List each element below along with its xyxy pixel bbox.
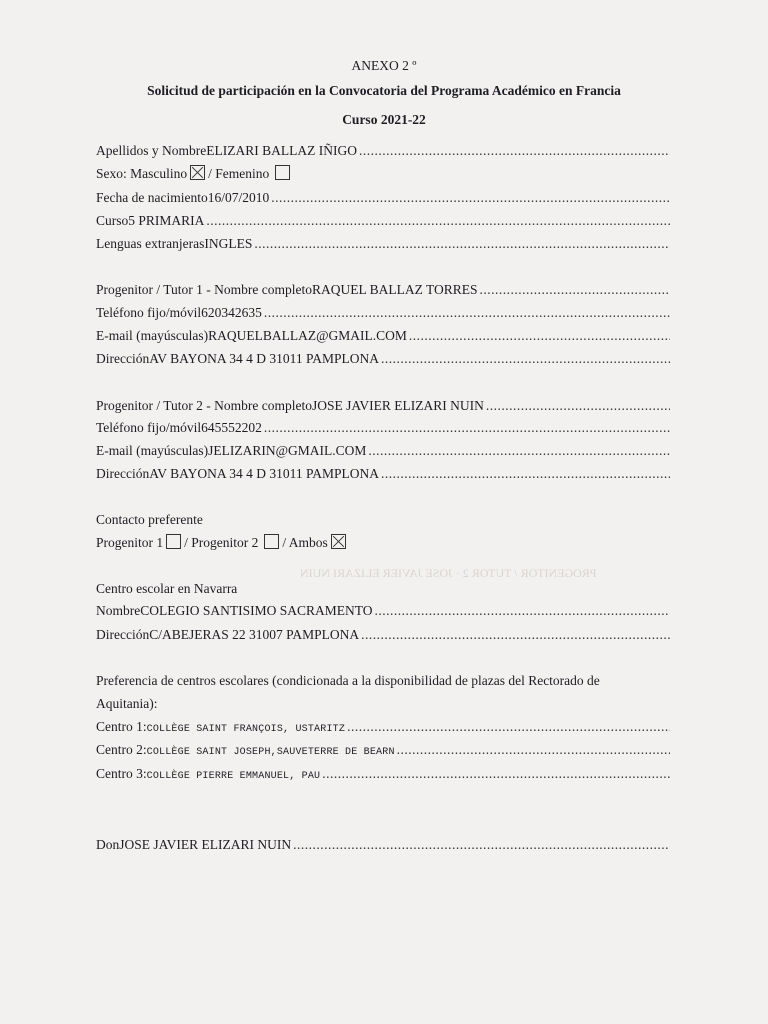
course-year: Curso 2021-22 (342, 112, 426, 127)
sex-field (96, 165, 293, 183)
tutor2-name-field[interactable] (96, 397, 670, 415)
field-label: Centro 3: (96, 766, 147, 781)
field-label: Lenguas extranjeras (96, 236, 205, 251)
field-label: Dirección (96, 351, 150, 366)
field-label: Progenitor / Tutor 2 - Nombre completo (96, 398, 312, 413)
student-name-value: ELIZARI BALLAZ IÑIGO (206, 143, 357, 158)
tutor2-phone-value: 645552202 (201, 420, 262, 435)
tutor1-name-field[interactable] (96, 281, 670, 299)
field-label: E-mail (mayúsculas) (96, 443, 209, 458)
tutor2-phone-field[interactable] (96, 419, 670, 437)
progenitor2-checkbox[interactable] (264, 534, 279, 549)
field-label: Fecha de nacimiento (96, 190, 208, 205)
sex-label: Sexo: Masculino (96, 166, 188, 181)
signatory-name-value: JOSE JAVIER ELIZARI NUIN (119, 837, 292, 852)
field-label: Dirección (96, 466, 150, 481)
field-label: Teléfono fijo/móvil (96, 420, 202, 435)
contact-heading: Contacto preferente (96, 512, 203, 527)
school-address-value: C/ABEJERAS 22 31007 PAMPLONA (149, 627, 360, 642)
tutor1-email-value: RAQUELBALLAZ@GMAIL.COM (208, 328, 407, 343)
centro1-field[interactable] (96, 718, 670, 739)
field-label: Don (96, 837, 120, 852)
field-label: Nombre (96, 603, 141, 618)
languages-value: INGLES (204, 236, 253, 251)
field-label: Centro 2: (96, 742, 147, 757)
centro2-value: COLLÈGE SAINT JOSEPH,SAUVETERRE DE BEARN (146, 747, 395, 758)
bleed-through-text: PROGENITOR / TUTOR 2 · JOSE JAVIER ELIZARI NUIN (300, 566, 597, 580)
ambos-label: / Ambos (282, 535, 328, 550)
school-address-field[interactable] (96, 626, 670, 644)
field-label: Teléfono fijo/móvil (96, 305, 202, 320)
tutor2-email-value: JELIZARIN@GMAIL.COM (208, 443, 367, 458)
progenitor1-label: Progenitor 1 (96, 535, 164, 550)
student-name-field[interactable] (96, 142, 670, 160)
birth-date-field[interactable] (96, 189, 670, 207)
centro3-value: COLLÈGE PIERRE EMMANUEL, PAU (146, 771, 321, 782)
progenitor1-checkbox[interactable] (166, 534, 181, 549)
annex-title: ANEXO 2 º (351, 58, 417, 73)
centro1-value: COLLÈGE SAINT FRANÇOIS, USTARITZ (146, 724, 346, 735)
school-name-value: COLEGIO SANTISIMO SACRAMENTO (140, 603, 373, 618)
birth-date-value: 16/07/2010 (207, 190, 270, 205)
field-label: Progenitor / Tutor 1 - Nombre completo (96, 282, 312, 297)
tutor2-address-field[interactable] (96, 465, 670, 483)
ambos-checkbox[interactable] (331, 534, 346, 549)
course-field[interactable] (96, 212, 670, 230)
masculino-checkbox[interactable] (190, 165, 205, 180)
contact-options (96, 534, 349, 552)
field-label: Dirección (96, 627, 150, 642)
languages-field[interactable] (96, 235, 670, 253)
signatory-field[interactable] (96, 836, 670, 854)
form-title: Solicitud de participación en la Convocatoria del Programa Académico en Francia (147, 83, 621, 98)
tutor1-address-field[interactable] (96, 350, 670, 368)
tutor2-address-value: AV BAYONA 34 4 D 31011 PAMPLONA (149, 466, 380, 481)
tutor1-address-value: AV BAYONA 34 4 D 31011 PAMPLONA (149, 351, 380, 366)
centro3-field[interactable] (96, 765, 670, 786)
course-value: 5 PRIMARIA (128, 213, 205, 228)
progenitor2-label: / Progenitor 2 (184, 535, 259, 550)
tutor2-name-value: JOSE JAVIER ELIZARI NUIN (312, 398, 484, 413)
field-label: Centro 1: (96, 719, 147, 734)
femenino-checkbox[interactable] (275, 165, 290, 180)
tutor2-email-field[interactable] (96, 442, 670, 460)
tutor1-phone-field[interactable] (96, 304, 670, 322)
school-name-field[interactable] (96, 602, 670, 620)
centro2-field[interactable] (96, 741, 670, 762)
femenino-label: / Femenino (208, 166, 270, 181)
school-heading: Centro escolar en Navarra (96, 581, 238, 596)
tutor1-email-field[interactable] (96, 327, 670, 345)
field-label: E-mail (mayúsculas) (96, 328, 209, 343)
tutor1-name-value: RAQUEL BALLAZ TORRES (312, 282, 478, 297)
preferences-heading-2: Aquitania): (96, 696, 158, 711)
field-label: Curso (96, 213, 129, 228)
preferences-heading-1: Preferencia de centros escolares (condicionada a la disponibilidad de plazas del Rectorado de (96, 673, 600, 688)
field-label: Apellidos y Nombre (96, 143, 207, 158)
tutor1-phone-value: 620342635 (201, 305, 262, 320)
